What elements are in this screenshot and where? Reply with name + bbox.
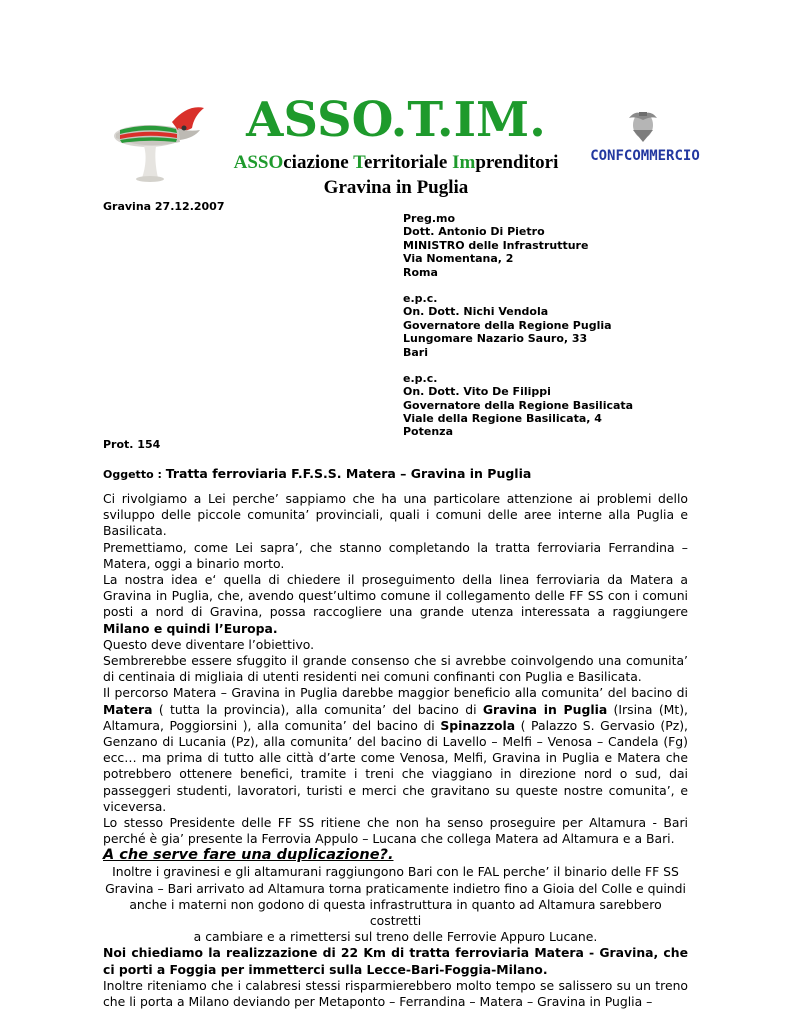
recipient-line: Governatore della Regione Puglia — [403, 318, 612, 332]
request-statement: Noi chiediamo la realizzazione di 22 Km di tratta ferroviaria Matera - Gravina, che ci porti a Foggia per immetterci sulla Lecce-Bari-Foggia-Milano. — [103, 945, 688, 977]
subject-line — [103, 463, 531, 482]
recipient-line: e.p.c. — [403, 371, 438, 385]
recipient-minister — [403, 212, 633, 279]
recipient-line: Via Nomentana, 2 — [403, 252, 514, 266]
association-title: ASSO.T.IM. — [246, 92, 546, 148]
letter-date: Gravina 27.12.2007 — [103, 200, 225, 213]
svg-text:CONFCOMMERCIO: CONFCOMMERCIO — [590, 148, 700, 164]
body-paragraph: Ci rivolgiamo a Lei perche’ sappiamo che ha una particolare attenzione ai problemi dello sviluppo delle piccole comunita’ provinciali, quali i comuni delle aree interne alla Puglia e Basilicata. — [103, 491, 688, 539]
recipient-line: Viale della Regione Basilicata, 4 — [403, 412, 602, 426]
body-paragraph: Inoltre riteniamo che i calabresi stessi risparmierebbero molto tempo se salissero su un treno che li porta a Milano deviando per Metaponto – Ferrandina – Matera – Gravina in Puglia – — [103, 977, 688, 1010]
confcommercio-logo — [573, 108, 718, 168]
recipient-line: Governatore della Regione Basilicata — [403, 398, 634, 412]
recipient-line: e.p.c. — [403, 291, 438, 305]
recipient-line: Preg.mo — [403, 212, 456, 225]
protocol-number: Prot. 154 — [103, 438, 161, 451]
body-paragraph: Questo deve diventare l’obiettivo. — [103, 636, 315, 652]
recipient-line: Bari — [403, 345, 429, 359]
association-city: Gravina in Puglia — [323, 177, 469, 198]
section-heading: A che serve fare una duplicazione?. — [103, 847, 394, 864]
recipient-line: Dott. Antonio Di Pietro — [403, 225, 545, 239]
body-paragraph: Il percorso Matera – Gravina in Puglia darebbe maggior beneficio alla comunita’ del bacino di Matera ( tutta la provincia), alla comunita’ del bacino di Gravina in Puglia (Irsina (Mt), Altamura, Poggiorsini ), alla comunita’ del bacino di Spinazzola ( Palazzo S. Gervasio (Pz), Genzano di Lucania (Pz), alla comunita’ del bacino di Lavello – Melfi – Venosa – Candela (Fg) ecc… ma prima di tutto alle città d’arte come Venosa, Melfi, Gravina in Puglia e Matera che potrebbero ottenere benefici, tramite i treni che viaggiano in direzione nord o sud, dai passeggeri studenti, lavoratori, turisti e merci che gravitano su queste nostre comunita’, e viceversa. — [103, 685, 688, 814]
recipient-line: MINISTRO delle Infrastrutture — [403, 238, 589, 252]
bird-sculpture-logo — [108, 98, 216, 186]
association-subtitle: ASSOciazione Territoriale Imprenditori — [233, 152, 559, 173]
centered-line: anche i materni non godono di questa infrastruttura in quanto ad Altamura sarebbero costretti — [129, 896, 662, 929]
eagle-emblem-icon — [629, 112, 657, 142]
recipients-block — [403, 212, 633, 452]
centered-line: Inoltre i gravinesi e gli altamurani raggiungono Bari con le FAL perche’ il binario delle FF SS — [112, 864, 679, 880]
recipient-line: On. Dott. Vito De Filippi — [403, 385, 551, 399]
recipient-line: Lungomare Nazario Sauro, 33 — [403, 332, 588, 346]
recipient-line: On. Dott. Nichi Vendola — [403, 305, 549, 319]
subject-text: Tratta ferroviaria F.F.S.S. Matera – Gravina in Puglia — [165, 466, 532, 481]
centered-line: Gravina – Bari arrivato ad Altamura torna praticamente indietro fino a Gioia del Colle e quindi — [105, 880, 686, 896]
recipient-basilicata — [403, 372, 633, 439]
centered-line: a cambiare e a rimettersi sul treno delle Ferrovie Appuro Lucane. — [193, 929, 598, 945]
recipient-line: Roma — [403, 265, 438, 279]
body-paragraph: Lo stesso Presidente delle FF SS ritiene che non ha senso proseguire per Altamura - Bari perché è gia’ presente la Ferrovia Appulo – Lucana che collega Matera ad Altamura e a Bari. — [103, 815, 688, 847]
recipient-line: Potenza — [403, 425, 453, 439]
subject-label: Oggetto : — [103, 468, 166, 481]
recipient-puglia — [403, 292, 633, 359]
body-paragraph: La nostra idea e‘ quella di chiedere il proseguimento della linea ferroviaria da Matera a Gravina in Puglia, che, avendo quest’ultimo comune il collegamento delle FF SS con i comuni posti a nord di Gravina, possa raccogliere una grande utenza interessata a raggiungere Milano e quindi l’Europa. — [103, 572, 688, 636]
body-paragraph: Sembrerebbe essere sfuggito il grande consenso che si avrebbe coinvolgendo una comunita’ di centinaia di migliaia di utenti residenti nei comuni confinanti con Puglia e Basilicata. — [103, 653, 688, 685]
letter-body — [103, 491, 688, 1010]
body-paragraph: Premettiamo, come Lei sapra’, che stanno completando la tratta ferroviaria Ferrandina – Matera, oggi a binario morto. — [103, 539, 688, 571]
